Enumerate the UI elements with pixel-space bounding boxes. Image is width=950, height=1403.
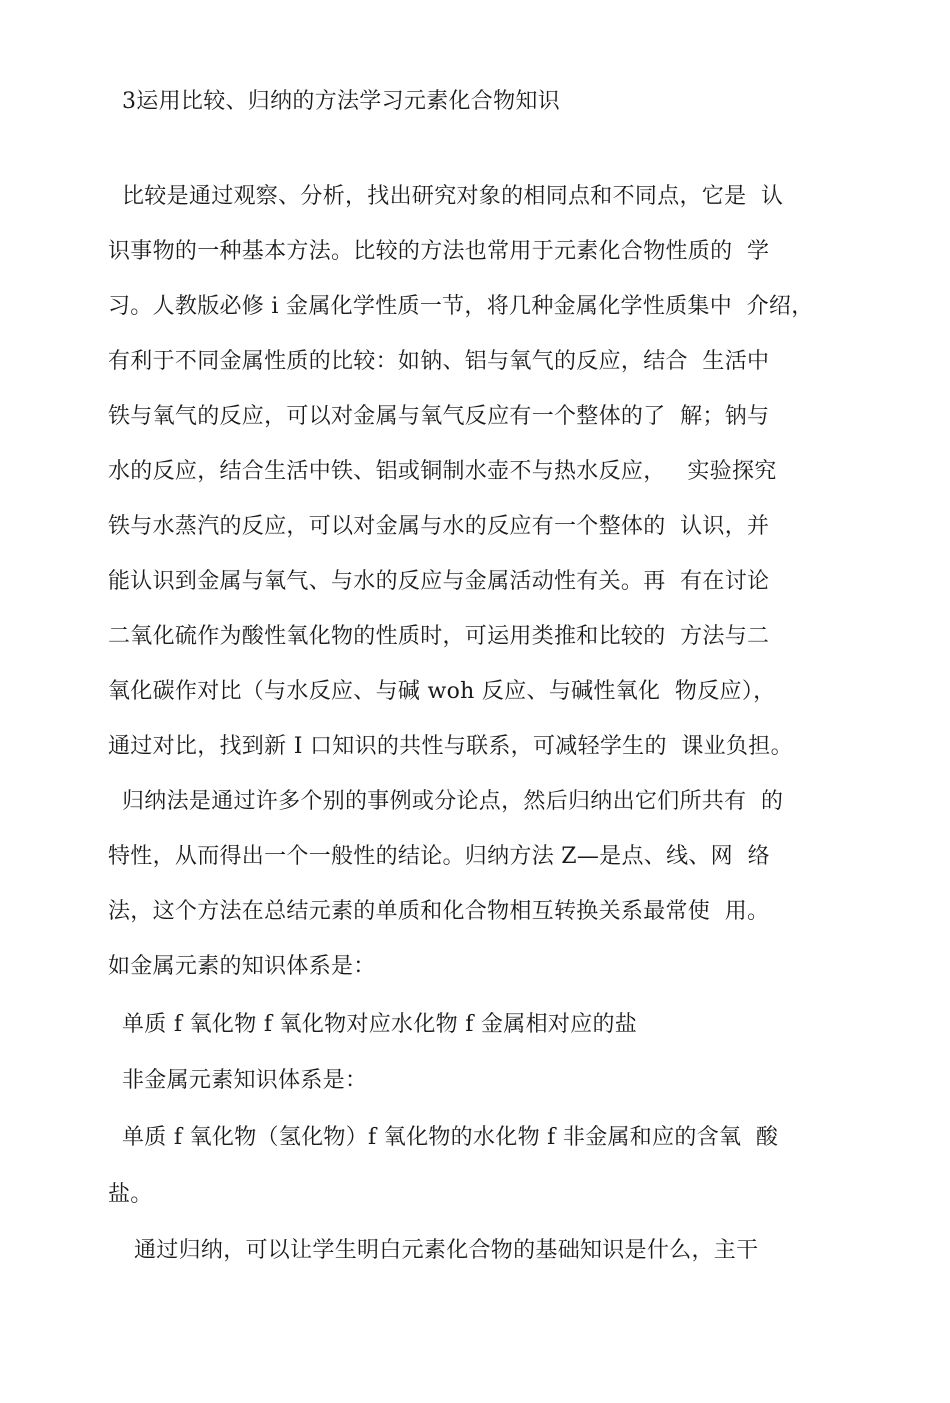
paragraph-line: 铁与氧气的反应，可以对金属与氧气反应有一个整体的了 解；钠与 <box>108 404 770 429</box>
paragraph-line: 如金属元素的知识体系是： <box>108 954 376 979</box>
section-heading: 3运用比较、归纳的方法学习元素化合物知识 <box>122 89 560 114</box>
paragraph-line: 通过归纳，可以让学生明白元素化合物的基础知识是什么，主干 <box>134 1238 759 1263</box>
paragraph-line: 法，这个方法在总结元素的单质和化合物相互转换关系最常使 用。 <box>108 899 770 924</box>
paragraph-line: 通过对比，找到新 I 口知识的共性与联系，可减轻学生的 课业负担。 <box>108 734 793 759</box>
paragraph-line: 特性，从而得出一个一般性的结论。归纳方法 Z—是点、线、网 络 <box>108 844 770 869</box>
paragraph-line: 水的反应，结合生活中铁、铝或铜制水壶不与热水反应， 实验探究 <box>108 459 777 484</box>
paragraph-line: 能认识到金属与氧气、与水的反应与金属活动性有关。再 有在讨论 <box>108 569 770 594</box>
paragraph-line: 二氧化硫作为酸性氧化物的性质时，可运用类推和比较的 方法与二 <box>108 624 770 649</box>
paragraph-line: 归纳法是通过许多个别的事例或分论点，然后归纳出它们所共有 的 <box>122 789 784 814</box>
paragraph-line: 习。人教版必修 i 金属化学性质一节，将几种金属化学性质集中 介绍， <box>108 294 814 319</box>
paragraph-line: 有利于不同金属性质的比较：如钠、铝与氧气的反应，结合 生活中 <box>108 349 770 374</box>
paragraph-line: 盐。 <box>108 1182 153 1207</box>
paragraph-line: 非金属元素知识体系是： <box>122 1068 368 1093</box>
paragraph-line: 单质 f 氧化物（氢化物）f 氧化物的水化物 f 非金属和应的含氧 酸 <box>122 1125 779 1150</box>
paragraph-line: 氧化碳作对比（与水反应、与碱 woh 反应、与碱性氧化 物反应）， <box>108 679 776 704</box>
paragraph-line: 识事物的一种基本方法。比较的方法也常用于元素化合物性质的 学 <box>108 239 770 264</box>
paragraph-line: 比较是通过观察、分析，找出研究对象的相同点和不同点，它是 认 <box>122 184 784 209</box>
paragraph-line: 单质 f 氧化物 f 氧化物对应水化物 f 金属相对应的盐 <box>122 1012 638 1037</box>
paragraph-line: 铁与水蒸汽的反应，可以对金属与水的反应有一个整体的 认识，并 <box>108 514 770 539</box>
